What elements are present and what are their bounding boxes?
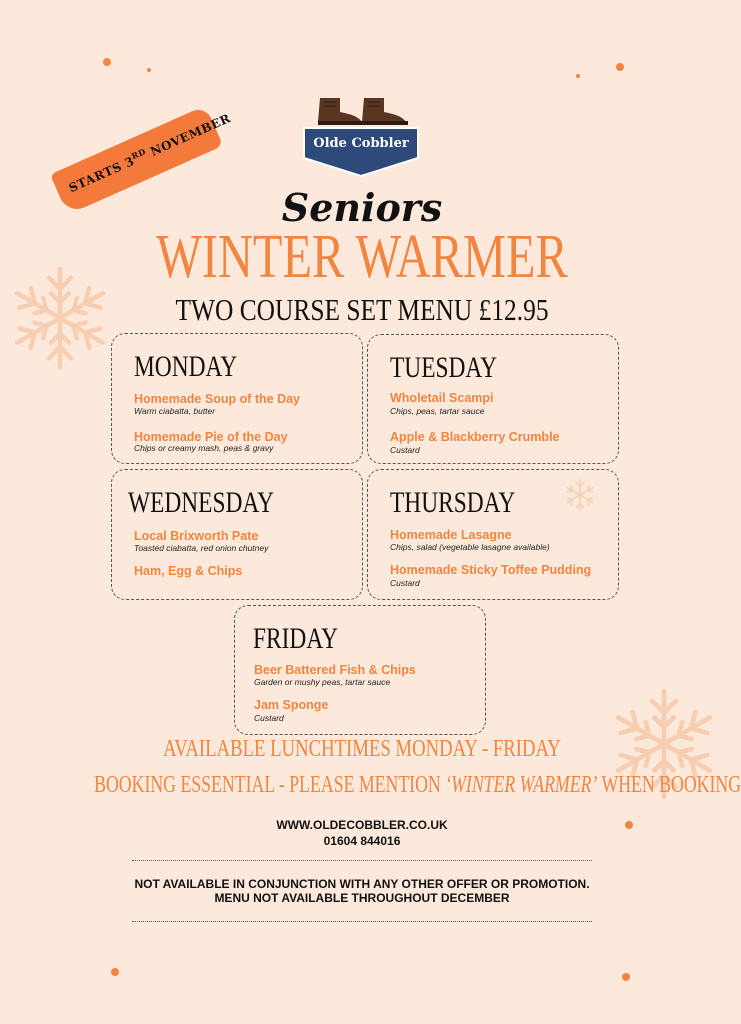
dish-title: Wholetail Scampi: [390, 391, 494, 405]
decorative-dot: [147, 68, 151, 72]
dish-description: Custard: [390, 445, 420, 455]
dish-title: Homemade Sticky Toffee Pudding: [390, 563, 592, 577]
decorative-dot: [622, 973, 630, 981]
booking-before: BOOKING ESSENTIAL - PLEASE MENTION: [94, 772, 446, 798]
dish-title: Jam Sponge: [254, 698, 329, 712]
decorative-dot: [103, 58, 111, 66]
banner-prefix: STARTS 3: [66, 153, 137, 196]
dish-description: Chips or creamy mash, peas & gravy: [134, 443, 274, 453]
logo-text: Olde Cobbler: [313, 136, 409, 151]
divider: [132, 921, 592, 922]
day-name: TUESDAY: [390, 351, 498, 384]
dish-title: Local Brixworth Pate: [134, 529, 259, 543]
day-name: MONDAY: [134, 350, 238, 383]
dish-description: Garden or mushy peas, tartar sauce: [254, 677, 391, 687]
availability-text: AVAILABLE LUNCHTIMES MONDAY - FRIDAY: [163, 736, 561, 762]
dish-title: Beer Battered Fish & Chips: [254, 663, 416, 677]
day-name: FRIDAY: [253, 622, 338, 655]
dish-description: Custard: [254, 713, 284, 723]
dish-title: Homemade Soup of the Day: [134, 392, 300, 406]
decorative-dot: [111, 968, 119, 976]
day-name: THURSDAY: [390, 486, 516, 519]
terms-text: [0, 877, 724, 905]
menu-subtitle: TWO COURSE SET MENU £12.95: [175, 292, 549, 327]
day-card-monday: [111, 333, 363, 464]
dish-description: Chips, peas, tartar sauce: [390, 406, 485, 416]
dish-title: Homemade Lasagne: [390, 528, 512, 542]
day-card-tuesday: [367, 334, 619, 464]
dish-description: Custard: [390, 578, 420, 588]
terms-line: MENU NOT AVAILABLE THROUGHOUT DECEMBER: [214, 891, 510, 905]
dish-title: Apple & Blackberry Crumble: [390, 430, 560, 444]
booking-text: [94, 772, 741, 799]
terms-line: NOT AVAILABLE IN CONJUNCTION WITH ANY OTHER OFFER OR PROMOTION.: [134, 877, 590, 891]
seniors-heading: Seniors: [281, 185, 443, 230]
dish-title: Homemade Pie of the Day: [134, 430, 288, 444]
day-name: WEDNESDAY: [128, 486, 275, 519]
dish-description: Toasted ciabatta, red onion chutney: [134, 543, 269, 553]
dish-description: Chips, salad (vegetable lasagne available): [390, 542, 550, 552]
day-card-thursday: [367, 469, 619, 600]
day-card-wednesday: [111, 469, 363, 600]
day-card-friday: [234, 605, 486, 735]
decorative-dot: [576, 74, 580, 78]
banner-suffix: NOVEMBER: [144, 111, 233, 161]
booking-after: WHEN BOOKING: [597, 772, 741, 798]
divider: [132, 860, 592, 861]
dish-title: Ham, Egg & Chips: [134, 564, 243, 578]
decorative-dot: [616, 63, 624, 71]
website-link[interactable]: WWW.OLDECOBBLER.CO.UK: [276, 818, 448, 832]
booking-emphasis: ‘WINTER WARMER’: [445, 772, 598, 798]
olde-cobbler-logo: [302, 96, 420, 178]
banner-ordinal: RD: [129, 146, 148, 162]
page-title: WINTER WARMER: [156, 223, 568, 291]
dish-description: Warm ciabatta, butter: [134, 406, 216, 416]
phone-number[interactable]: 01604 844016: [323, 834, 401, 848]
